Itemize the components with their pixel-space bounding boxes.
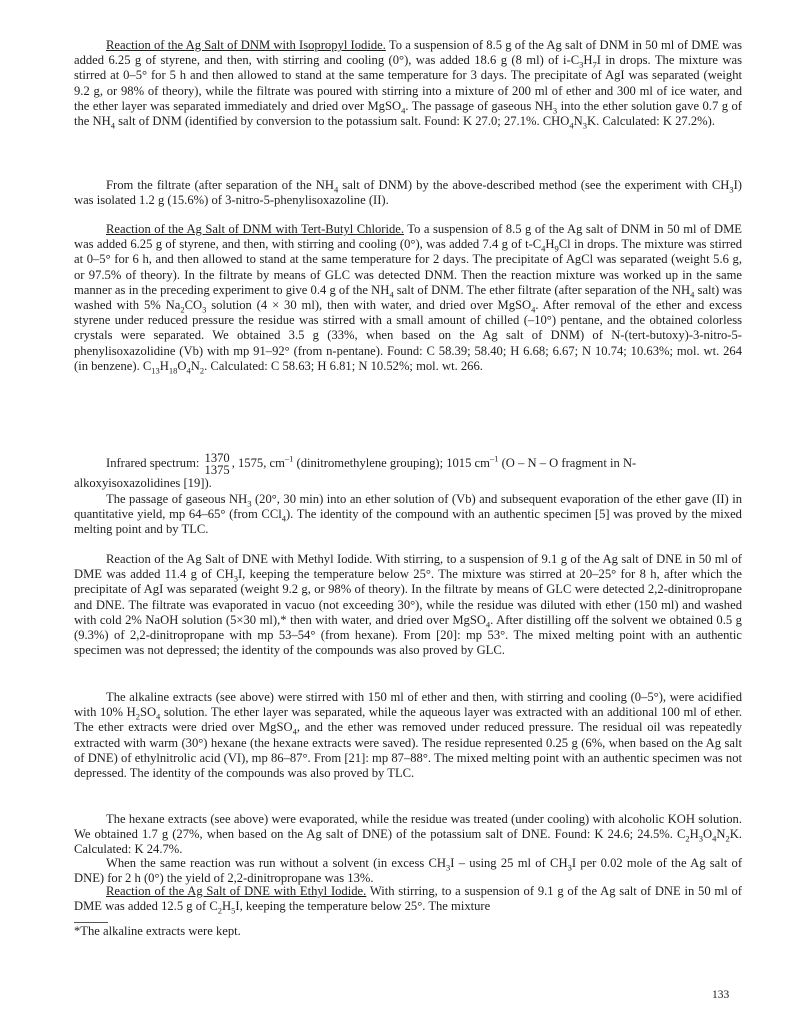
- section-heading-ethyl-iodide: Reaction of the Ag Salt of DNE with Ethyl Iodide.: [106, 884, 367, 898]
- wavenumber-fraction: 1370 1375: [204, 451, 230, 477]
- paragraph-ammonia-passage: The passage of gaseous $NH_3$ (20°, 30 min) into an ether solution of (Vb) and subsequent evaporation of the ether gave (II) in quantitative yield, mp 64–65° (from CCl$_4$). The identity of the compound with an authentic specimen [5] was proved by the mixed melting point and by TLC.: [74, 492, 743, 537]
- section-heading-tert-butyl-chloride: Reaction of the Ag Salt of DNM with Tert-Butyl Chloride.: [106, 222, 405, 236]
- footnote: *The alkaline extracts were kept.: [74, 924, 241, 938]
- paragraph-ag-dnm-isopropyl-iodide: Reaction of the Ag Salt of DNM with Isopropyl Iodide. To a suspension of 8.5 g of the Ag salt of DNM in 50 ml of DME was added 6.25 g of styrene, and then, with stirring and cooling (0°), was added 18.6 g (8 ml) of $i-C_3H_7I$ in drops. The mixture was stirred at 0–5° for 5 h and then allowed to stand at the same temperature for 3 days. The precipitate of AgI was separated (weight 9.2 g, or 98% of theory), while the filtrate was poured with stirring into a mixture of 200 ml of ether and 300 ml of ice water, and the ether layer was separated immediately and dried over MgSO$_4$. The passage of gaseous $NH_3$ into the ether solution gave 0.7 g of the $NH_4$ salt of DNM (identified by conversion to the potassium salt. Found: K 27.0; 27.1%. $CHO_4N_3K$. Calculated: K 27.2%).: [74, 38, 742, 131]
- paragraph-ag-dne-methyl-iodide: Reaction of the Ag Salt of DNE with Methyl Iodide. With stirring, to a suspension of 9.1 g of the Ag salt of DNE in 50 ml of DME was added 11.4 g of $CH_3I$, keeping the temperature below 25°. The mixture was stirred at 20–25° for 8 h, after which the precipitate of AgI was separated (weight 9.2 g, or 98% of theory). In the filtrate by means of GLC were detected 2,2-dinitropropane and DNE. The filtrate was evaporated in vacuo (not exceeding 30°), while the residue was diluted with ether (150 ml) and washed with cold 2% NaOH solution (5×30 ml),* then with water, and dried over MgSO$_4$. After distilling off the solvent we obtained 0.5 g (9.3%) of 2,2-dinitropropane with mp 53–54° (from hexane). From [20]: mp 53°. The mixed melting point with an authentic specimen was not depressed; the identity of the compounds was also proved by GLC.: [74, 552, 743, 658]
- footnote-divider: [74, 922, 108, 923]
- paragraph-alkaline-extracts: The alkaline extracts (see above) were stirred with 150 ml of ether and then, with stirring and cooling (0–5°), were acidified with 10% $H_2SO_4$ solution. The ether layer was separated, while the aqueous layer was extracted with an additional 100 ml of ether. The ether extracts were dried over MgSO$_4$, and the ether was removed under reduced pressure. The residual oil was repeatedly extracted with warm (30°) hexane (the hexane extracts were saved). The residue represented 0.25 g (6%, when based on the Ag salt of DNE) of ethylnitrolic acid (VI), mp 86–87°. From [21]: mp 87–88°. The mixed melting point with an authentic specimen was not depressed. The identity of the compounds was also proved by TLC.: [74, 690, 742, 781]
- paragraph-without-solvent: When the same reaction was run without a solvent (in excess $CH_3I$ – using 25 ml of $CH_3I$ per 0.02 mole of the Ag salt of DNE) for 2 h (0°) the yield of 2,2-dinitropropane was 13%.: [74, 856, 743, 886]
- paragraph-hexane-extracts: The hexane extracts (see above) were evaporated, while the residue was treated (under cooling) with alcoholic KOH solution. We obtained 1.7 g (27%, when based on the Ag salt of DNE) of the potassium salt of DNE. Found: K 24.6; 24.5%. $C_2H_3O_4N_2K$. Calculated: K 24.7%.: [74, 812, 742, 857]
- paragraph-ag-dnm-tert-butyl-chloride: Reaction of the Ag Salt of DNM with Tert-Butyl Chloride. To a suspension of 8.5 g of the Ag salt of DNM in 50 ml of DME was added 6.25 g of styrene, and then, with stirring and cooling (0°), was added 7.4 g of $t-C_4H_9Cl$ in drops. The mixture was stirred at 0–5° for 6 h, and then allowed to stand at the same temperature for 2 days. The precipitate of AgCl was separated (weight 5.6 g, or 97.5% of theory). In the filtrate by means of GLC was detected DNM. Then the reaction mixture was worked up in the same manner as in the preceding experiment to give 0.4 g of the $NH_4$ salt of DNM. The ether filtrate (after separation of the $NH_4$ salt) was washed with 5% $Na_2CO_3$ solution (4 × 30 ml), then with water, and dried over MgSO$_4$. After removal of the ether and excess styrene under reduced pressure the residue was stirred with a small amount of chilled (–10°) pentane, and the obtained colorless crystals were separated. We obtained 3.5 g (33%, when based on the Ag salt of DNM) of N-(tert-butoxy)-3-nitro-5-phenylisoxazolidine (Vb) with mp 91–92° (from n-pentane). Found: C 58.39; 58.40; H 6.68; 6.67; N 10.74; 10.63%; mol. wt. 264 (in benzene). $C_{13}H_{18}O_4N_2$. Calculated: C 58.63; H 6.81; N 10.52%; mol. wt. 266.: [74, 222, 743, 376]
- section-heading-isopropyl-iodide: Reaction of the Ag Salt of DNM with Isopropyl Iodide.: [106, 38, 386, 52]
- paragraph-filtrate-isoxazoline: From the filtrate (after separation of the $NH_4$ salt of DNM) by the above-described method (see the experiment with $CH_3I$) was isolated 1.2 g (15.6%) of 3-nitro-5-phenylisoxazoline (II).: [74, 178, 742, 208]
- infrared-spectrum-line: Infrared spectrum: 1370 1375 , 1575, $cm^{-1}$ (dinitromethylene grouping); 1015 $cm^{-1}$ (O – N – O fragment in N-alkoxyisoxazolidines [19]).: [74, 451, 637, 490]
- paragraph-ag-dne-ethyl-iodide: Reaction of the Ag Salt of DNE with Ethyl Iodide. With stirring, to a suspension of 9.1 g of the Ag salt of DNE in 50 ml of DME was added 12.5 g of $C_2H_5I$, keeping the temperature below 25°. The mixture: [74, 884, 742, 916]
- page-number: 133: [712, 989, 730, 1001]
